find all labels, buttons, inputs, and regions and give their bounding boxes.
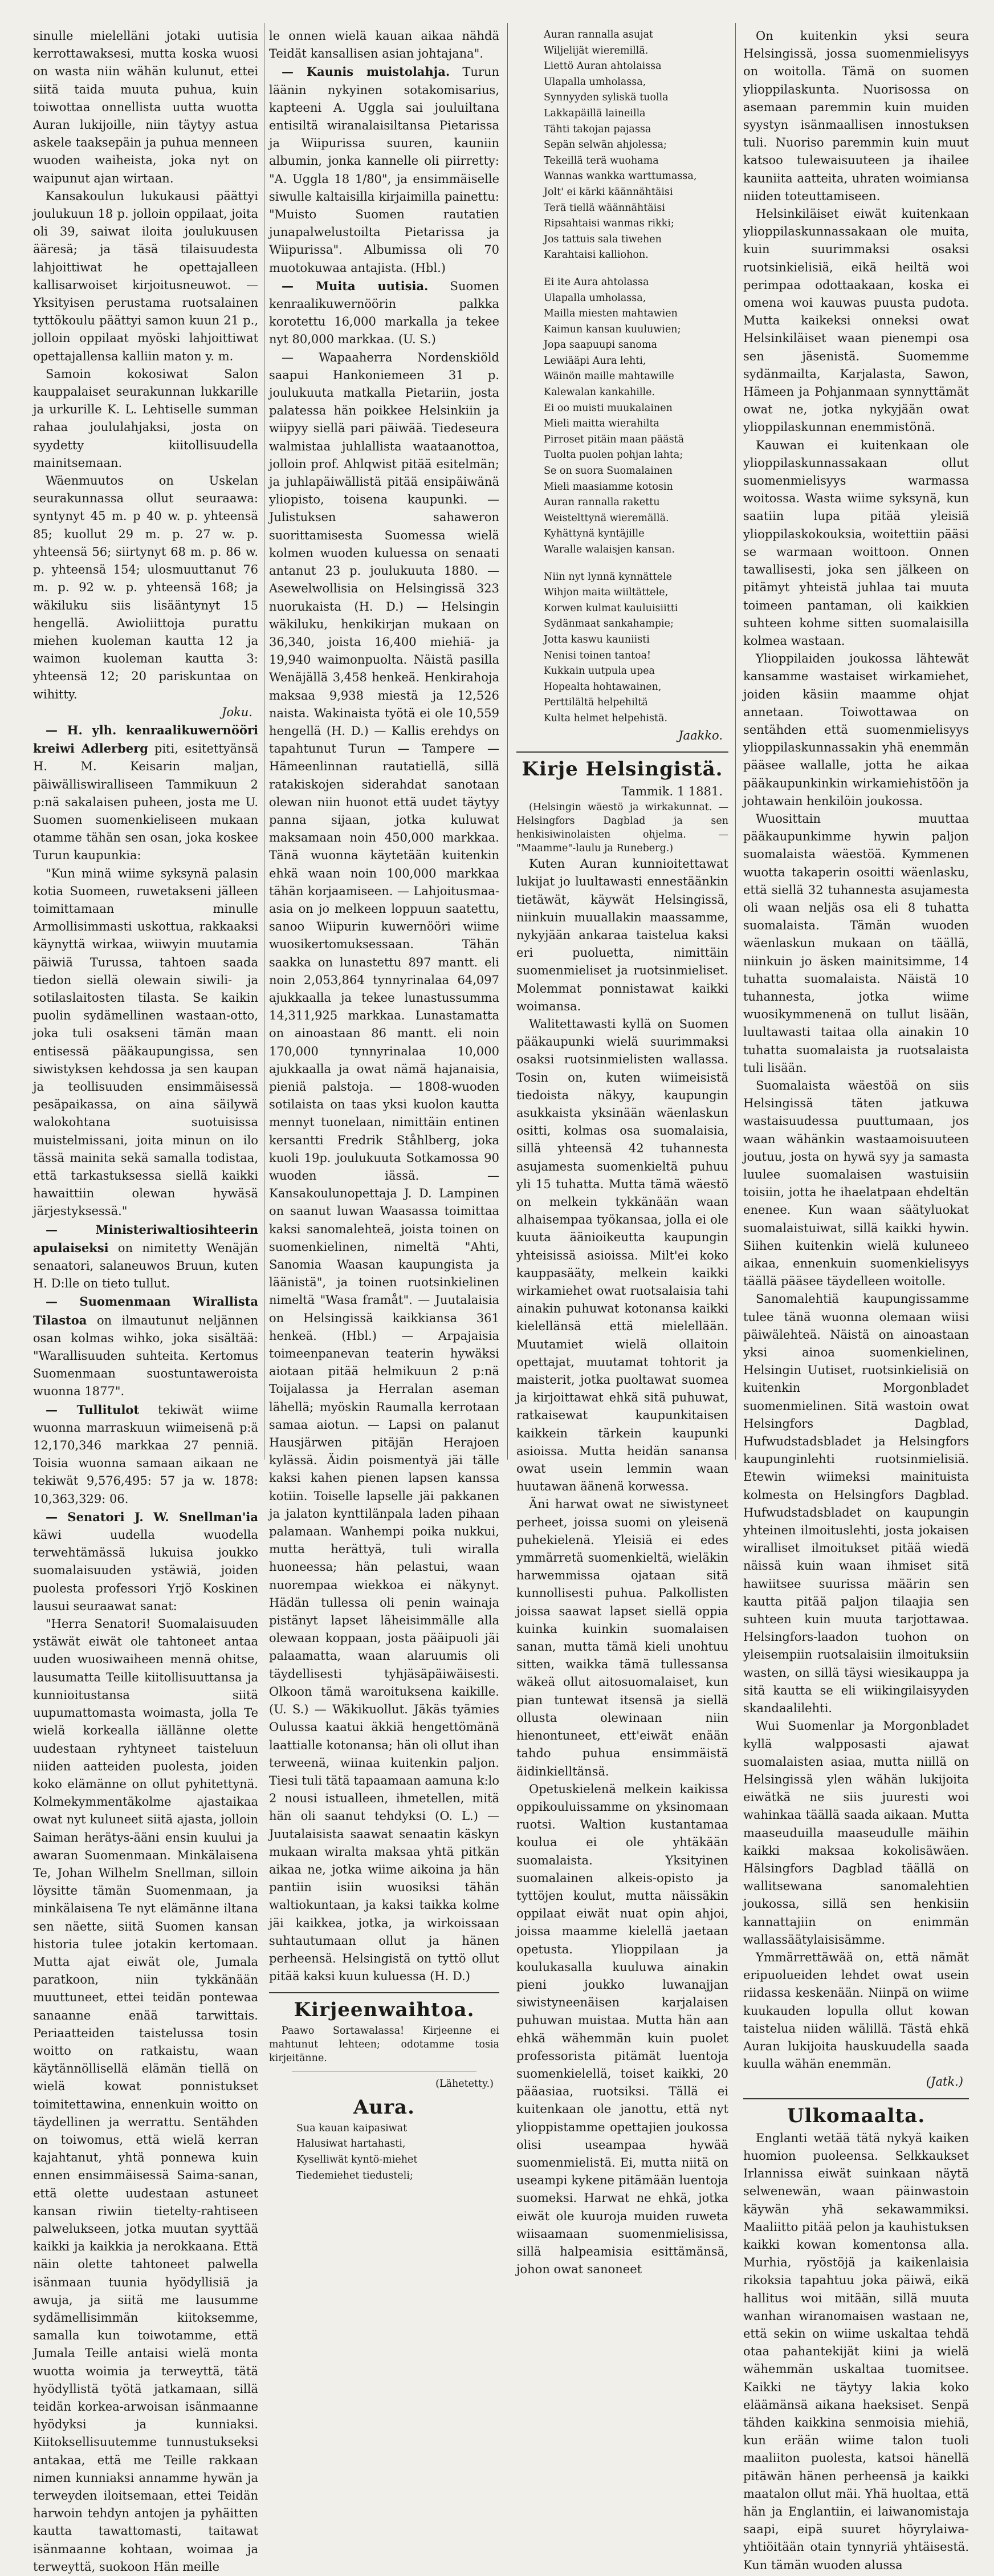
poem-line: Mailla miesten mahtawien bbox=[544, 308, 678, 320]
signature: Joku. bbox=[222, 705, 252, 719]
poem-line: Jos tattuis sala tiwehen bbox=[544, 233, 662, 245]
poem-line: Korwen kulmat kauluisiitti bbox=[544, 602, 678, 614]
poem-line: Nenisi toinen tantoa! bbox=[544, 649, 651, 661]
article-paragraph: Äni harwat owat ne siwistyneet perheet, joissa suomi on yleisenä puhekielenä. Yleisiä ei edes ymmärretä suomenkieltä, wieläkin harwemmissa ojataan sitä kunnollisesti puhua. Palkollisten joissa saawat lapset siellä oppia kuinka kuinkin suomalaisen sanan, mutta tämä kieli unohtuu sitten, waikka tämä tullessansa wäkeä ollut aitosuomalaiset, kun pian tuntewat itsensä ja siellä ollusta olewinaan niin hienontuneet, ett'eiwät enään tahdo puhua ensimmäistä äidinkielltänsä. bbox=[516, 1497, 728, 1778]
poem-line: Sua kauan kaipasiwat bbox=[296, 2122, 408, 2134]
section-heading: Kirjeenwaihtoa. bbox=[294, 1998, 475, 2022]
poem-line: Kulta helmet helpehistä. bbox=[544, 712, 668, 724]
column-rule bbox=[507, 23, 508, 1460]
poem-line: Sepän selwän ahjolessa; bbox=[544, 139, 667, 151]
article-paragraph: Wäenmuutos on Uskelan seurakunnassa ollut seuraawa: syntynyt 45 m. p 40 w. p. yhteensä 85; kuollut 29 m. p. 27 w. p. yhteensä 56; siirtynyt 68 m. p. 86 w. p. yhteensä 154; ulosmuuttanut 76 m. p. 92 w. p. yhteensä 168; ja wäkiluku siis lisääntynyt 15 hengellä. Awioliittoja purattu miehen kuoleman kautta 12 ja waimon kuoleman kautta 3: yhteensä 12; 20 pariskuntaa on wihitty. bbox=[33, 474, 258, 701]
poem-line: Niin nyt lynnä kynnättele bbox=[544, 571, 672, 583]
source-tag: (Hbl.) bbox=[410, 261, 446, 275]
poem-line: Ripsahtaisi wanmas rikki; bbox=[544, 218, 674, 230]
poem-line: Tähti takojan pajassa bbox=[544, 123, 651, 135]
poem-line: Liettö Auran ahtolaissa bbox=[544, 60, 662, 72]
section-rule bbox=[269, 1992, 499, 1993]
poem-line: Pirroset pitäin maan päästä bbox=[544, 433, 685, 445]
poem-line: Wiljelijät wieremillä. bbox=[544, 44, 649, 56]
section-rule bbox=[743, 2098, 969, 2099]
news-item: — Tullitulot tekiwät wiime wuonna marraskuun wiimeisenä p:ä 12,170,346 markkaa 27 penniä. Toisia wuonna samaan aikaan ne tekiwät 9,576,495: 57 ja w. 1878: 10,363,329: 06. bbox=[33, 1402, 258, 1506]
news-lead: — Ministeriwaltiosihteerin apulaiseksi bbox=[33, 1222, 258, 1255]
news-lead: — Suomenmaan Wirallista Tilastoa bbox=[33, 1294, 258, 1327]
poem-line: Mieli maasiamme kotosin bbox=[544, 481, 673, 493]
article-paragraph: Kansakoulun lukukausi päättyi joulukuun 18 p. jolloin oppilaat, joita oli 39, saiwat iloita joulukuusen ääresä; ja täsä tilaisuudesta lahjoittiwat he opettajalleen kallisarwoiset kirjoitusneuwot. — Yksityisen perustama ruotsalainen tyttökoulu päättyi samon kuun 21 p., jolloin oppilaat myöski lahjoittiwat opettajallensa kalliin maton y. m. bbox=[33, 189, 258, 363]
section-heading: Ulkomaalta. bbox=[787, 2104, 926, 2127]
article-summary: (Helsingin wäestö ja wirkakunnat. — Helsingfors Dagblad ja sen henkisiwinolaisten ohjelma. — "Maamme"-laulu ja Runeberg.) bbox=[516, 802, 728, 855]
article-paragraph: "Kun minä wiime syksynä palasin kotia Suomeen, ruwetakseni jälleen toimittamaan minulle Armollisimmasti uskottua, rakkaaksi käynyttä wirkaa, wiiwyin muutamia päiwiä Turussa, tahtoen saada tiedon siellä olewain siwili- ja sotilaslaitosten tilasta. Se kaikin puolin sydämellinen wastaan-otto, joka tuli osakseni tämän maan entisessä pääkaupungissa, sen siwistyksen kehdossa ja sen kaupan ja teollisuuden ensimmäisessä pesäpaikassa, on aina säilywä walokohtana suotuisissa muistelmissani, joita minun on ilo tässä mainita sekä samalla todistaa, että tarkastuksessa siellä kaikki hawaittiin olewan hywäsä järjestyksessä." bbox=[33, 866, 258, 1218]
article-paragraph: Helsinkiläiset eiwät kuitenkaan ylioppilaskunnassakaan ole muita, kuin suurimmaksi osaksi ruotsinkielisiä, eikä heiltä woi perimpaa odottaakaan, koska ei omena woi kauwas puusta pudota. Mutta kaikeksi onneksi owat Helsinkiläiset waan pienempi osa sen jäsenistä. Suomemme sydänmailta, Karjalasta, Sawon, Hämeen ja Pohjanmaan synnyttämät owat ne, jotka nykyjään owat ylioppilaskunnan enemmistönä. bbox=[743, 207, 969, 434]
article-paragraph: Walitettawasti kyllä on Suomen pääkaupunki wielä suurimmaksi osaksi ruotsinmielisten wallassa. Tosin on, kuten wiimeisistä tiedoista näkyy, kaupungin asukkaista yksinään wäenlaskun ositti, kolmas osa suomalaisia, sillä yhteensä 42 tuhannesta asujamesta suomenkieltä puhuu yli 15 tuhatta. Mutta tämä wäestö on melkein tykkänään waan alhaisempaa työkansaa, jolla ei ole kuuta äänioikeutta kaupungin yhteisissä asioissa. Milt'ei koko kauppasääty, melkein kaikki wirkamiehet owat ruotsalaisia tahi ainakin puhuwat kotonansa kaikki kielellänsä että mielellään. Muutamiet wielä ollaitoin opettajat, muutamat tohtorit ja maisterit, jotka puoltawat suomea ja kirjoittawat ehkä sitä puhuwat, ratkaisewat kaupunkitaisen kaikkein tärkein kaupunki asioissa. Mutta heidän sanansa owat usein lemmin waan huutawan äänenä korwessa. bbox=[516, 1017, 728, 1494]
poem-line: Mieli maitta wierahilta bbox=[544, 418, 659, 430]
section-heading: Kirje Helsingistä. bbox=[522, 757, 723, 781]
article-paragraph: On kuitenkin yksi seura Helsingissä, jossa suomenmielisyys on woitolla. Tämä on suomen ylioppilaskunta. Nuorisossa on asemaan paremmin kuin muiden syystyn isänmaallisen innostuksen tuli. Nuoriso paremmin kuin muut katsoo tulewaisuuteen ja ihailee kauniita aatteita, uhraten woimiansa niiden toteuttamiseen. bbox=[743, 29, 969, 203]
source-tag: (U. S.) bbox=[398, 332, 436, 347]
poem-line: Kaimun kansan kuuluwien; bbox=[544, 323, 681, 335]
poem-line: Ulapalla umholassa, bbox=[544, 292, 646, 304]
article-paragraph: Kuten Auran kunnioitettawat lukijat jo luultawasti ennestäänkin tietäwät, käywät Helsingissä, niinkuin muuallakin maassamme, nykyjään ankaraa taistelua kaksi eri puoluetta, nimittäin suomenmieliset ja ruotsinmieliset. Molemmat ponnistawat kaikki woimansa. bbox=[516, 857, 728, 1013]
article-paragraph: Kauwan ei kuitenkaan ole ylioppilaskunnassakaan ollut suomenmielisyys warmassa woitossa. Wasta wiime syksynä, kun saatiin lupa pitää yleisiä ylioppilaskokouksia, woitettiin pääsi se warmaan woittoon. Onnen tawallisesti, joka sen jälkeen on pitämyt yhteistä juhlaa tai muuta toimeen pantaman, oli kaikkien suhteen kohme sitten suomalaisilla kolmea wastaan. bbox=[743, 438, 969, 648]
poem-line: Auran rannalla rakettu bbox=[544, 497, 660, 509]
section-rule bbox=[516, 751, 728, 753]
poem-line: Tekeillä terä wuohama bbox=[544, 155, 659, 166]
poem-line: Perttilältä helpehiltä bbox=[544, 697, 648, 709]
news-item: — Ministeriwaltiosihteerin apulaiseksi on nimitetty Wenäjän senaatori, salaneuwos Bruun, kuten H. D:lle on tieto tullut. bbox=[33, 1222, 258, 1291]
column-4 bbox=[743, 27, 969, 2572]
poem-line: Lakkapäillä laineilla bbox=[544, 107, 646, 119]
signature: (Jatk.) bbox=[926, 2075, 963, 2089]
signature: Jaakko. bbox=[678, 728, 723, 742]
poem-line: Kyhättynä kyntäjille bbox=[544, 528, 645, 540]
poem-title: Aura. bbox=[353, 2095, 415, 2119]
news-item: — Senatori J. W. Snellman'ia käwi uudella wuodella terwehtämässä lukuisa joukko suomalaisuuden ystäwiä, joiden puolesta professori Yrjö Koskinen lausui seuraawat sanat: bbox=[33, 1509, 258, 1613]
news-item: — Kaunis muistolahja. Turun läänin nykyinen sotakomisarius, kapteeni A. Uggla sai jouluiltana entisiltä wiranalaisiltansa Pietarissa ja Wiipurissa suuren, kauniin albumin, jonka kannelle oli piirretty: "A. Uggla 18 1/80", ja ensimmäiselle siwulle kaltaisilla kirjaimilla painettu: "Muisto Suomen rautatien junapalwelustoilta Pietarissa ja Wiipurissa". Albumissa oli 70 muotokuwaa antajista. (Hbl.) bbox=[269, 64, 500, 275]
poem-line: Tuolta puolen pohjan lahta; bbox=[544, 449, 683, 461]
poem-line: Sydänmaat sankahampie; bbox=[544, 618, 674, 630]
column-1 bbox=[33, 27, 258, 2574]
poem-line: Wäinön maille mahtawille bbox=[544, 371, 674, 383]
column-rule bbox=[735, 23, 736, 1460]
poem-line: Waralle walaisjen kansan. bbox=[544, 544, 675, 555]
news-item: — Suomenmaan Wirallista Tilastoa on ilmautunut neljännen osan kolmas wihko, joka sisältää: "Warallisuuden suhteita. Kertomus Suomenmaan suostuntaweroista wuonna 1877". bbox=[33, 1294, 258, 1399]
poem-line: Se on suora Suomalainen bbox=[544, 465, 673, 477]
poem-line: Halusiwat hartahasti, bbox=[296, 2138, 406, 2150]
poem-line: Hopealta hohtawainen, bbox=[544, 681, 662, 693]
poem-line: Ulapalla umholassa, bbox=[544, 76, 646, 88]
poem-line: Jopa saapuupi sanoma bbox=[544, 339, 657, 351]
news-item: — Muita uutisia. Suomen kenraalikuwernöörin palkka korotettu 16,000 markalla ja tekee nyt 80,000 markkaa. (U. S.) bbox=[269, 278, 499, 347]
article-paragraph: sinulle mielelläni jotaki uutisia kerrottawaksesi, mutta koska wuosi on wasta niin wähän kulunut, ettei siitä taida muuta puhua, kuin toiwottaa onnellista uutta wuotta Auran lukijoille, niin täytyy astua askele taaksepäin ja puhua menneen wuoden waiheista, joka nyt on waipunut ajan wirtaan. bbox=[33, 29, 258, 185]
poem-line: Lewiääpi Aura lehti, bbox=[544, 355, 646, 367]
submitted-tag: (Lähetetty.) bbox=[435, 2078, 494, 2090]
news-lead: — Senatori J. W. Snellman'ia bbox=[46, 1509, 258, 1524]
poem-line: Karahtaisi kalliohon. bbox=[544, 249, 649, 261]
article-paragraph: le onnen wielä kauan aikaa nähdä Teidät kansallisen asian johtajana". bbox=[269, 29, 499, 61]
poem-line: Kalewalan kankahille. bbox=[544, 387, 655, 399]
poem-line: Wannas wankka warttumassa, bbox=[544, 170, 697, 182]
article-paragraph: Ylioppilaiden joukossa lähtewät kansamme wastaiset wirkamiehet, joiden käsiin maamme ohjat annetaan. Toiwottawaa on sentähden että suomenmielisyys ylioppilaskunnassakin yhä enemmän pääsee wallalle, jotta he aikaa pääkaupunkinkin wirkamiehistöön ja johtawain henkilöin joukossa. bbox=[743, 652, 969, 808]
article-paragraph: Sanomalehtiä kaupungissamme tulee tänä wuonna olemaan wiisi päiwälehteä. Näistä on ainoastaan yksi ainoa suomenkielinen, Helsingin Uutiset, ruotsinkielisiä on kuitenkin Morgonbladet suomenmielinen. Sitä wastoin owat Helsingfors Dagblad, Hufwudstadsbladet ja Helsingfors kaupunginlehti ruotsinmielisiä. Etewin wiimeksi mainituista kolmesta on Helsingfors Dagblad. Hufwudstadsbladet on kaupungin yhteinen ilmoituslehti, josta jokaisen wiralliset ilmoitukset pitää wiedä näissä kuin waan ihmiset sitä hawiitsee suurissa määrin sen kautta pitää paljon tilaajia sen suhteen kuin muuta tarjottawaa. Helsingfors-laadon tuohon on yleisempiin ruotsalaisiin ilmoituksiin wasten, on sillä täysi wiesikauppa ja sitä kautta se eli wiikingilaisyyden skandaalilehti. bbox=[743, 1292, 969, 1716]
article-paragraph: — Wapaaherra Nordenskiöld saapui Hankoniemeen 31 p. joulukuuta matkalla Pietariin, josta palatessa hän poikkee Helsinkiin ja wiipyy siellä pari päiwää. Tiedeseura walmistaa juhlallista waataanottoa, jolloin prof. Ahlqwist pitää esitelmän; ja juhlapäiwällistä pitää ensipäiwänä yliopisto, toisena kaupunki. — Julistuksen sahaweron suorittamisesta Suomessa wielä kolmen wuoden kuluessa on senaati antanut 23 p. joulukuuta 1880. — Asewelwollisia on Helsingissä 323 nuorukaista (H. D.) — Helsingin wäkiluku, henkikirjan mukaan on 36,340, joista 16,400 miehiä- ja 19,940 waimonpuolta. Näistä pasilla Wenäjällä 3,458 henkeä. Henkirahoja maksaa 9,938 miestä ja 12,526 naista. Wakinaista työtä ei ole 10,559 hengellä (H. D.) — Kallis erehdys on tapahtunut Turun — Tampere — Hämeenlinnan rautatiellä, sillä ratakiskojen siderahdat sanotaan olewan niin huonot että uudet täytyy panna sijaan, jotka kuluwat maksamaan noin 450,000 markkaa. Tänä wuonna käytetään kuitenkin ehkä waan noin 100,000 markkaa tähän korjaamiseen. — Lahjoitusmaa-asia on jo melkeen loppuun saatettu, sanoo Wiipurin kuwernööri wiime wuosikertomuksessaan. Tähän saakka on lunastettu 897 mantt. eli noin 2,053,864 tynnyrinalaa 64,097 ajukkaalla ja tekee lunastussumma 14,311,925 markkaa. Lunastamatta on ainoastaan 86 mantt. eli noin 170,000 tynnyrinalaa 10,000 ajukkaalla ja owat nämä hajanaisia, pieniä palstoja. — 1808-wuoden sotilaista on taas yksi kuolon kautta mennyt tuonelaan, nimittäin entinen kersantti Fredrik Ståhlberg, joka kuoli 19p. joulukuuta Sotkamossa 90 wuoden iässä. — Kansakoulunopettaja J. D. Lampinen on saanut luwan Waasassa toimittaa kaksi sanomalehteä, joista toinen on suomenkielinen, nimeltä "Ahti, Sanomia Waasan kaupungista ja läänistä", ja toinen ruotsinkielinen nimeltä "Wasa framåt". — Juutalaisia on Helsingissä kaikkiansa 361 henkeä. (Hbl.) — Arpajaisia toimeenpanevan teaterin hywäksi aiotaan pitää helmikuun 2 p:nä Toijalassa ja Herralan aseman lähellä; myöskin Raumalla kerrotaan samaa aiotun. — Lapsi on palanut Hausjärwen pitäjän Herajoen kylässä. Äidin poismentyä jäi tälle kaksi kahen pienen lapsen kanssa kotiin. Toiselle lapselle jäi pakkanen ja jalaton kynttilänpala laden pihaan palamaan. Wanhempi poika nukkui, mutta herättyä, tuli wiralla huoneessa; hän pelastui, waan nuorempaa wiekkoa ei näkynyt. Hädän tullessa oli penin wainaja pistänyt lapset läheisimmälle alla olewaan koppaan, josta pääipuoli jäi palaamatta, waan alaruumis oli täydellisesti tyhjäsäpäiwäisesti. Olkoon tämä waroituksena kaikille. (U. S.) — Wäkikuollut. Jäkäs tyämies Oulussa kaatui äkkiä hengettömänä laattialle kotonansa; hän oli ollut ihan terweenä, wiinaa kuitenkin paljon. Tiesi tuli tätä tapaamaan aamuna k:lo 2 nousi istualleen, ihmetellen, mitä hän oli saanut tehdyksi (O. L.) — Juutalaisista saawat senaatin käskyn mukaan wiralta maksaa yhtä pitkän aikaa ne, jotka wiime aikoina ja hän pantiin isiin wuosiksi tähän waltiokuntaan, ja kaksi taikka kolme jäi kaikkea, jotka, ja wirkoissaan suhtautumaan ollut ja hänen perheensä. Helsingistä on tyttö ollut pitää kaksi kuun kuluessa (H. D.) bbox=[269, 350, 499, 1984]
poem-line: Auran rannalla asujat bbox=[544, 29, 654, 40]
poem-line: Synnyyden syliskä tuolla bbox=[544, 92, 669, 104]
news-lead: — Kaunis muistolahja. bbox=[282, 64, 450, 79]
article-paragraph: Samoin kokosiwat Salon kauppalaiset seurakunnan lukkarille ja urkurille K. L. Lehtiselle summan rahaa joululahjaksi, josta on syydetty kiitollisuudella mainitsemaan. bbox=[33, 367, 258, 470]
article-paragraph: Suomalaista wäestöä on siis Helsingissä täten jatkuwa wastaisuudessa puuttumaan, jos waan wähänkin wastaamoisuuteen joutuu, josta on hywä syy ja samasta luulee suomalaisen wastuisiin toisiin, jotta he ihaelatpaan ehdeltän enenee. Kun waan säätyluokat suomalaistuiwat, sillä kaikki hywin. Siihen kuitenkin wielä kuluneeo aikaa, ennenkuin suomenkielisyys täällä pääsee täydelleen woitolle. bbox=[743, 1078, 969, 1289]
news-lead: — Tullitulot bbox=[46, 1402, 140, 1417]
poem-line: Weistelttynä wieremällä. bbox=[544, 512, 669, 524]
news-lead: — H. ylh. kenraalikuwernööri kreiwi Adlerberg bbox=[33, 722, 258, 756]
poem-line: Terä tiellä wäännähtäisi bbox=[544, 202, 665, 214]
poem-line: Ei oo muisti muukalainen bbox=[544, 402, 673, 414]
news-item: — H. ylh. kenraalikuwernööri kreiwi Adlerberg piti, esitettyänsä H. M. Keisarin maljan, päiwälliswiralliseen Tammikuun 2 p:nä sakalaisen puheen, josta me U. Suomen suomenkieliseen mukaan otamme tähän sen osan, joka koskee Turun kaupunkia: bbox=[33, 722, 258, 863]
column-3 bbox=[516, 27, 728, 2277]
column-2 bbox=[269, 27, 500, 2181]
poem-line: Wihjon maita wiiltättele, bbox=[544, 587, 669, 599]
news-lead: — Muita uutisia. bbox=[282, 278, 429, 293]
dateline: Tammik. 1 1881. bbox=[621, 784, 723, 798]
editor-note: Paawo Sortawalassa! Kirjeenne ei mahtunut lehteen; odotamme tosia kirjeitänne. bbox=[269, 2025, 499, 2064]
poem-line: Kukkain uutpula upea bbox=[544, 665, 655, 677]
poem-line: Tiedemiehet tiedusteli; bbox=[296, 2169, 413, 2181]
article-paragraph: Wui Suomenlar ja Morgonbladet kyllä walpposasti ajawat suomalaisten asiaa, mutta niillä on Helsingissä ylen wähän lukijoita eiwätkä ne siis juuresti woi wahinkaa täällä saada aikaan. Mutta maaseuduilla maaseudulle mäihin kaikki maksaa kokolisäwäen. Hälsingfors Dagblad täällä on wallitsewana sanomalehtien joukossa, sillä sen henkisiin kannattajiin on enimmän wallassäätylaisisämme. bbox=[743, 1719, 969, 1947]
article-paragraph: Wuosittain muuttaa pääkaupunkimme hywin paljon suomalaista wäestöä. Kymmenen wuotta takaperin osoitti wäenlasku, että siellä 32 tuhannesta asujamesta oli waan neljäs osa eli 8 tuhatta suomalaista. Tämän wuoden wäenlaskun mukaan on täällä, niinkuin jo äsken mainitsimme, 14 tuhatta suomalaista. Näistä 10 tuhannesta, jotka wiime wuosikymmenenä on tullut lisään, luultawasti taitaa olla ainakin 10 tuhatta suomalaista ja ruotsalaista tuli lisään. bbox=[743, 811, 969, 1075]
article-paragraph: Englanti wetää tätä nykyä kaiken huomion puoleensa. Selkkaukset Irlannissa eiwät suinkaan näytä selwenewän, waan päinwastoin käywän yhä sekawammiksi. Maaliitto pitää pelon ja kauhistuksen kaikki kowan komentonsa alla. Murhia, ryöstöjä ja kaikenlaisia rikoksia tapahtuu joka päiwä, eikä hallitus woi mitään, sillä muuta wanhan wiranomaisen wastaan ne, että sekin on wiime uskaltaa tehdä otaa pahantekijät kiini ja wielä wähemmän uskaltaa tuomitsee. Kaikki ne täytyy lakia koko eläämänsä aikana haeksiset. Senpä tähden kaikkina senmoisia miehiä, kun erään wiime talon tuoli maaliiton puolesta, katsoi hänellä pitäwän hänen perheensä ja kaikki maatalon ollut mäi. Yhä huoltaa, että hän ja Englantiin, ei laiwanomistaja saapi, eipä suuret höyrylaiwa-yhtiöitään otain tynnyriä yhtäisestä. Kun tämän wuoden alussa bbox=[743, 2131, 969, 2572]
poem-line: Jotta kaswu kauniisti bbox=[544, 633, 650, 645]
poem bbox=[269, 2121, 499, 2184]
article-paragraph: Opetuskielenä melkein kaikissa oppikouluissamme on yksinomaan ruotsi. Waltion kustantamaa koulua ei ole yhtäkään suomalaista. Yksityinen suomalainen alkeis-opisto ja tyttöjen koulut, mutta näissäkin oppilaat eiwät nuat opin ahjoi, joissa maamme kielellä jaetaan opetusta. Ylioppilaan ja koulukasalla kuuluwa ainakin pieni joukko luwanajjan siwistyneenäisen karjalaisen puhuwan muistaa. Mutta hän aan ehkä wähemmän kuin puolet professorista pitämät luentoja suomenkielellä, toiset kaikki, 20 pääasiaa, ruotsiksi. Tällä ei kuitenkaan ole janottu, että nyt ylioppistamme opettajien joukossa olisi useampaa hywää suomenmielistä. Ei, mutta niitä on useampi kykene pitämään luentoja suomeksi. Harwat ne ehkä, jotka eiwät ole kuuroja muiden ruweta wiisaamaan suomenmielisissa, sillä halpeamisia esittämänsä, johon owat sanoneet bbox=[516, 1782, 728, 2277]
poem-continued bbox=[516, 27, 728, 727]
article-paragraph: Ymmärrettäwää on, että nämät eripuolueiden lehdet owat usein riidassa keskenään. Niinpä on wiime kuukauden lopulla ollut kowan taistelua niiden wälillä. Tästä ehkä Auran lukijoita hauskuudella saada kuulla wähän enemmän. bbox=[743, 1950, 969, 2071]
poem-line: Ei ite Aura ahtolassa bbox=[544, 276, 649, 288]
poem-line: Kyselliwät kyntö-miehet bbox=[296, 2154, 418, 2165]
poem-line: Jolt' ei kärki käännähtäisi bbox=[544, 186, 673, 198]
article-paragraph: "Herra Senatori! Suomalaisuuden ystäwät eiwät ole tahtoneet antaa uuden wuosiwaiheen mennä ohitse, lausumatta Teille kiitollisuuttansa ja kunnioitustansa siitä uupumattomasta woimasta, jolla Te wielä korkealla iällänne olette uudestaan ryhtyneet taisteluun niiden aatteiden puolesta, joiden koko elämänne on ollut pyhitettynä. Kolmekymmentäkolme ajastaikaa owat nyt kuluneet siitä ajasta, jolloin Saiman herätys-ääni ensin kuului ja awaran Suomenmaan. Minkälaisena Te, Johan Wilhelm Snellman, silloin löysitte tämän Suomenmaan, ja minkälaisena Te nyt elämänne iltana sen näette, siitä Suomen kansan historia tulee jotakin kertomaan. Mutta ajat eiwät ole, Jumala paratkoon, niin tykkänään muuttuneet, ettei teidän pontewaa sanaanne enää tarwittais. Periaatteiden taistelussa tosin woitto on ratkaistu, waan käytännöllisellä elämän tiellä on wielä kowat ponnistukset toimitettawina, ennenkuin woitto on täydellinen ja werrattu. Sentähden on toiwomus, että wielä kerran kajahtanut, yhtä ponnewa kuin ennen ensimmäisessä Saima-sanan, että olette uudestaan astuneet kansan riwiin tietelty-rahtiseen palwelukseen, jotka muutan syyttää kaikki ja kaikkia ja nerokkaana. Että näin olette tahtoneet palwella isänmaan tuunia hyödyllisiä ja awuja, ja siitä me lausumme sydämellisimmän kiitoksemme, samalla kun toiwotamme, että Jumala Teille antaisi wielä monta wuotta woimia ja terweyttä, tätä hyödyllistä työtä jatkamaan, sillä teidän korkea-arwoisan isänmaanne hyödyksi ja kunniaksi. Kiitoksellisuutemme tunnustukseksi antakaa, että me Teille rakkaan nimen kunniaksi annamme hywän ja terweyden iloitsemaan, ettei Teidän harwoin tehdyn antojen ja pyhäitten kautta tawattomasti, taitawat isänmaanne kohtaan, woimaa ja terweyttä, suokoon Hän meille bbox=[33, 1617, 258, 2574]
